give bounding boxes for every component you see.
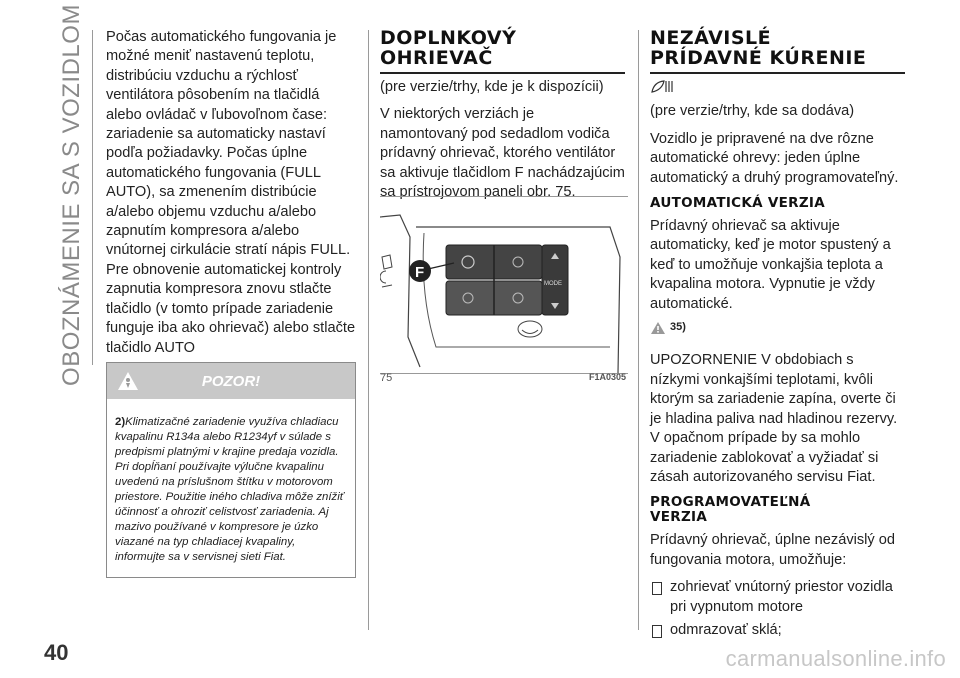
warning-note-number: 2)	[115, 416, 126, 428]
list-item	[650, 621, 905, 640]
heater-heading-line2: OHRIEVAČ	[380, 47, 493, 69]
heater-paragraph: V niektorých verziách je namontovaný pod sedadlom vodiča prídavný ohrievač, ktorého ventilátor sa aktivuje tlačidlom F nachádzajúcim sa prístrojovom paneli obr. 75.	[380, 106, 625, 201]
heater-subtitle: (pre verzie/trhy, kde je k dispozícii)	[380, 79, 604, 95]
mode-label: MODE	[544, 281, 562, 287]
column-2	[380, 28, 625, 210]
heater-heading-line1: DOPLNKOVÝ	[380, 27, 517, 49]
figure-code: F1A0305	[588, 372, 626, 382]
watermark: carmanualsonline.info	[725, 646, 946, 671]
list-item-text: zohrievať vnútorný priestor vozidla pri vypnutom motore	[670, 579, 893, 615]
warning-text: Klimatizačné zariadenie využíva chladiacu kvapalinu R134a alebo R1234yf v súlade s predpismi platnými v krajine predaja vozidla. Pri dopĺňaní používajte výlučne kvapalinu uvedenú na príslušnom štítku v motorovom priestore. Použitie iného chladiva môže znížiť účinnosť a ohroziť celistvosť zariadenia. Aj mazivo používané v kompresore je úzko viazané na typ chladiacej kvapaliny, informujte sa v servisnej sieti Fiat.	[115, 416, 344, 563]
warning-body	[107, 399, 355, 577]
warning-triangle-icon	[117, 371, 139, 391]
column-divider	[368, 30, 369, 630]
dashboard-switch-illustration	[380, 197, 628, 373]
programmable-heading-line2: VERZIA	[650, 509, 708, 526]
warning-small-icon	[650, 321, 666, 335]
section-sidebar-title	[52, 4, 92, 386]
note-reference	[650, 318, 905, 337]
pollution-leaf-icon	[650, 78, 905, 100]
column-divider	[638, 30, 639, 630]
programmable-heading-line1: PROGRAMOVATEĽNÁ	[650, 494, 811, 511]
warning-header	[107, 363, 355, 399]
list-item-text: odmrazovať sklá;	[670, 621, 782, 638]
programmable-version-heading	[650, 495, 905, 525]
independent-intro: Vozidlo je pripravené na dve rôzne automatické ohrevy: jeden úplne automatický a druhý programovateľný.	[650, 130, 899, 186]
auto-operation-paragraph: Počas automatického fungovania je možné meniť nastavenú teplotu, distribúciu vzduchu a rýchlosť ventilátora pôsobením na tlačidlá alebo ovládač v ľubovoľnom čase: zariadenie sa automaticky nastaví podľa požiadavky. Počas úplne automatického fungovania (FULL AUTO), sa zmenením distribúcie a/alebo objemu vzduchu a/alebo zapnutím kompresora a/alebo vnútornej cirkulácie stratí nápis FULL. Pre obnovenie automatickej kontroly zapnutia kompresora znovu stlačte tlačidlo (v tomto prípade zariadenie funguje iba ako ohrievač) alebo stlačte tlačidlo AUTO	[106, 29, 356, 356]
column-1	[106, 28, 356, 366]
bullet-box-icon	[652, 582, 662, 595]
independent-subtitle: (pre verzie/trhy, kde sa dodáva)	[650, 103, 855, 120]
bullet-box-icon	[652, 625, 662, 638]
independent-heading-line2: PRÍDAVNÉ KÚRENIE	[650, 47, 867, 69]
page-number: 40	[44, 640, 69, 665]
section-title-text: OBOZNÁMENIE SA S VOZIDLOM	[58, 4, 85, 386]
figure-number: 75	[380, 372, 393, 384]
figure-75	[380, 196, 628, 374]
sidebar-divider	[92, 30, 93, 365]
figure-caption	[380, 372, 628, 384]
fuel-warning-text: UPOZORNENIE V obdobiach s nízkymi vonkajšími teplotami, kvôli ktorým sa zariadenie zapína, overte či je hladina paliva nad hladinou rezervy. V opačnom prípade by sa mohlo zariadenie zablokovať a vyžiadať si zásah autorizovaného servisu Fiat.	[650, 352, 898, 485]
callout-f: F	[415, 264, 425, 281]
list-item	[650, 578, 905, 617]
auto-version-heading: AUTOMATICKÁ VERZIA	[650, 195, 825, 212]
programmable-version-text: Prídavný ohrievač, úplne nezávislý od fungovania motora, umožňuje:	[650, 532, 895, 568]
column-3	[650, 28, 905, 644]
warning-box	[106, 362, 356, 578]
auto-version-text: Prídavný ohrievač sa aktivuje automaticky, keď je motor spustený a keď to umožňuje vonkajšia teplota a kvapalina motora. Vypnutie je vždy automatické.	[650, 218, 891, 312]
note-reference-number: 35)	[670, 321, 686, 334]
independent-heading-line1: NEZÁVISLÉ	[650, 27, 772, 49]
heater-heading	[380, 28, 625, 74]
independent-heating-heading	[650, 28, 905, 74]
warning-title: POZOR!	[201, 372, 261, 390]
